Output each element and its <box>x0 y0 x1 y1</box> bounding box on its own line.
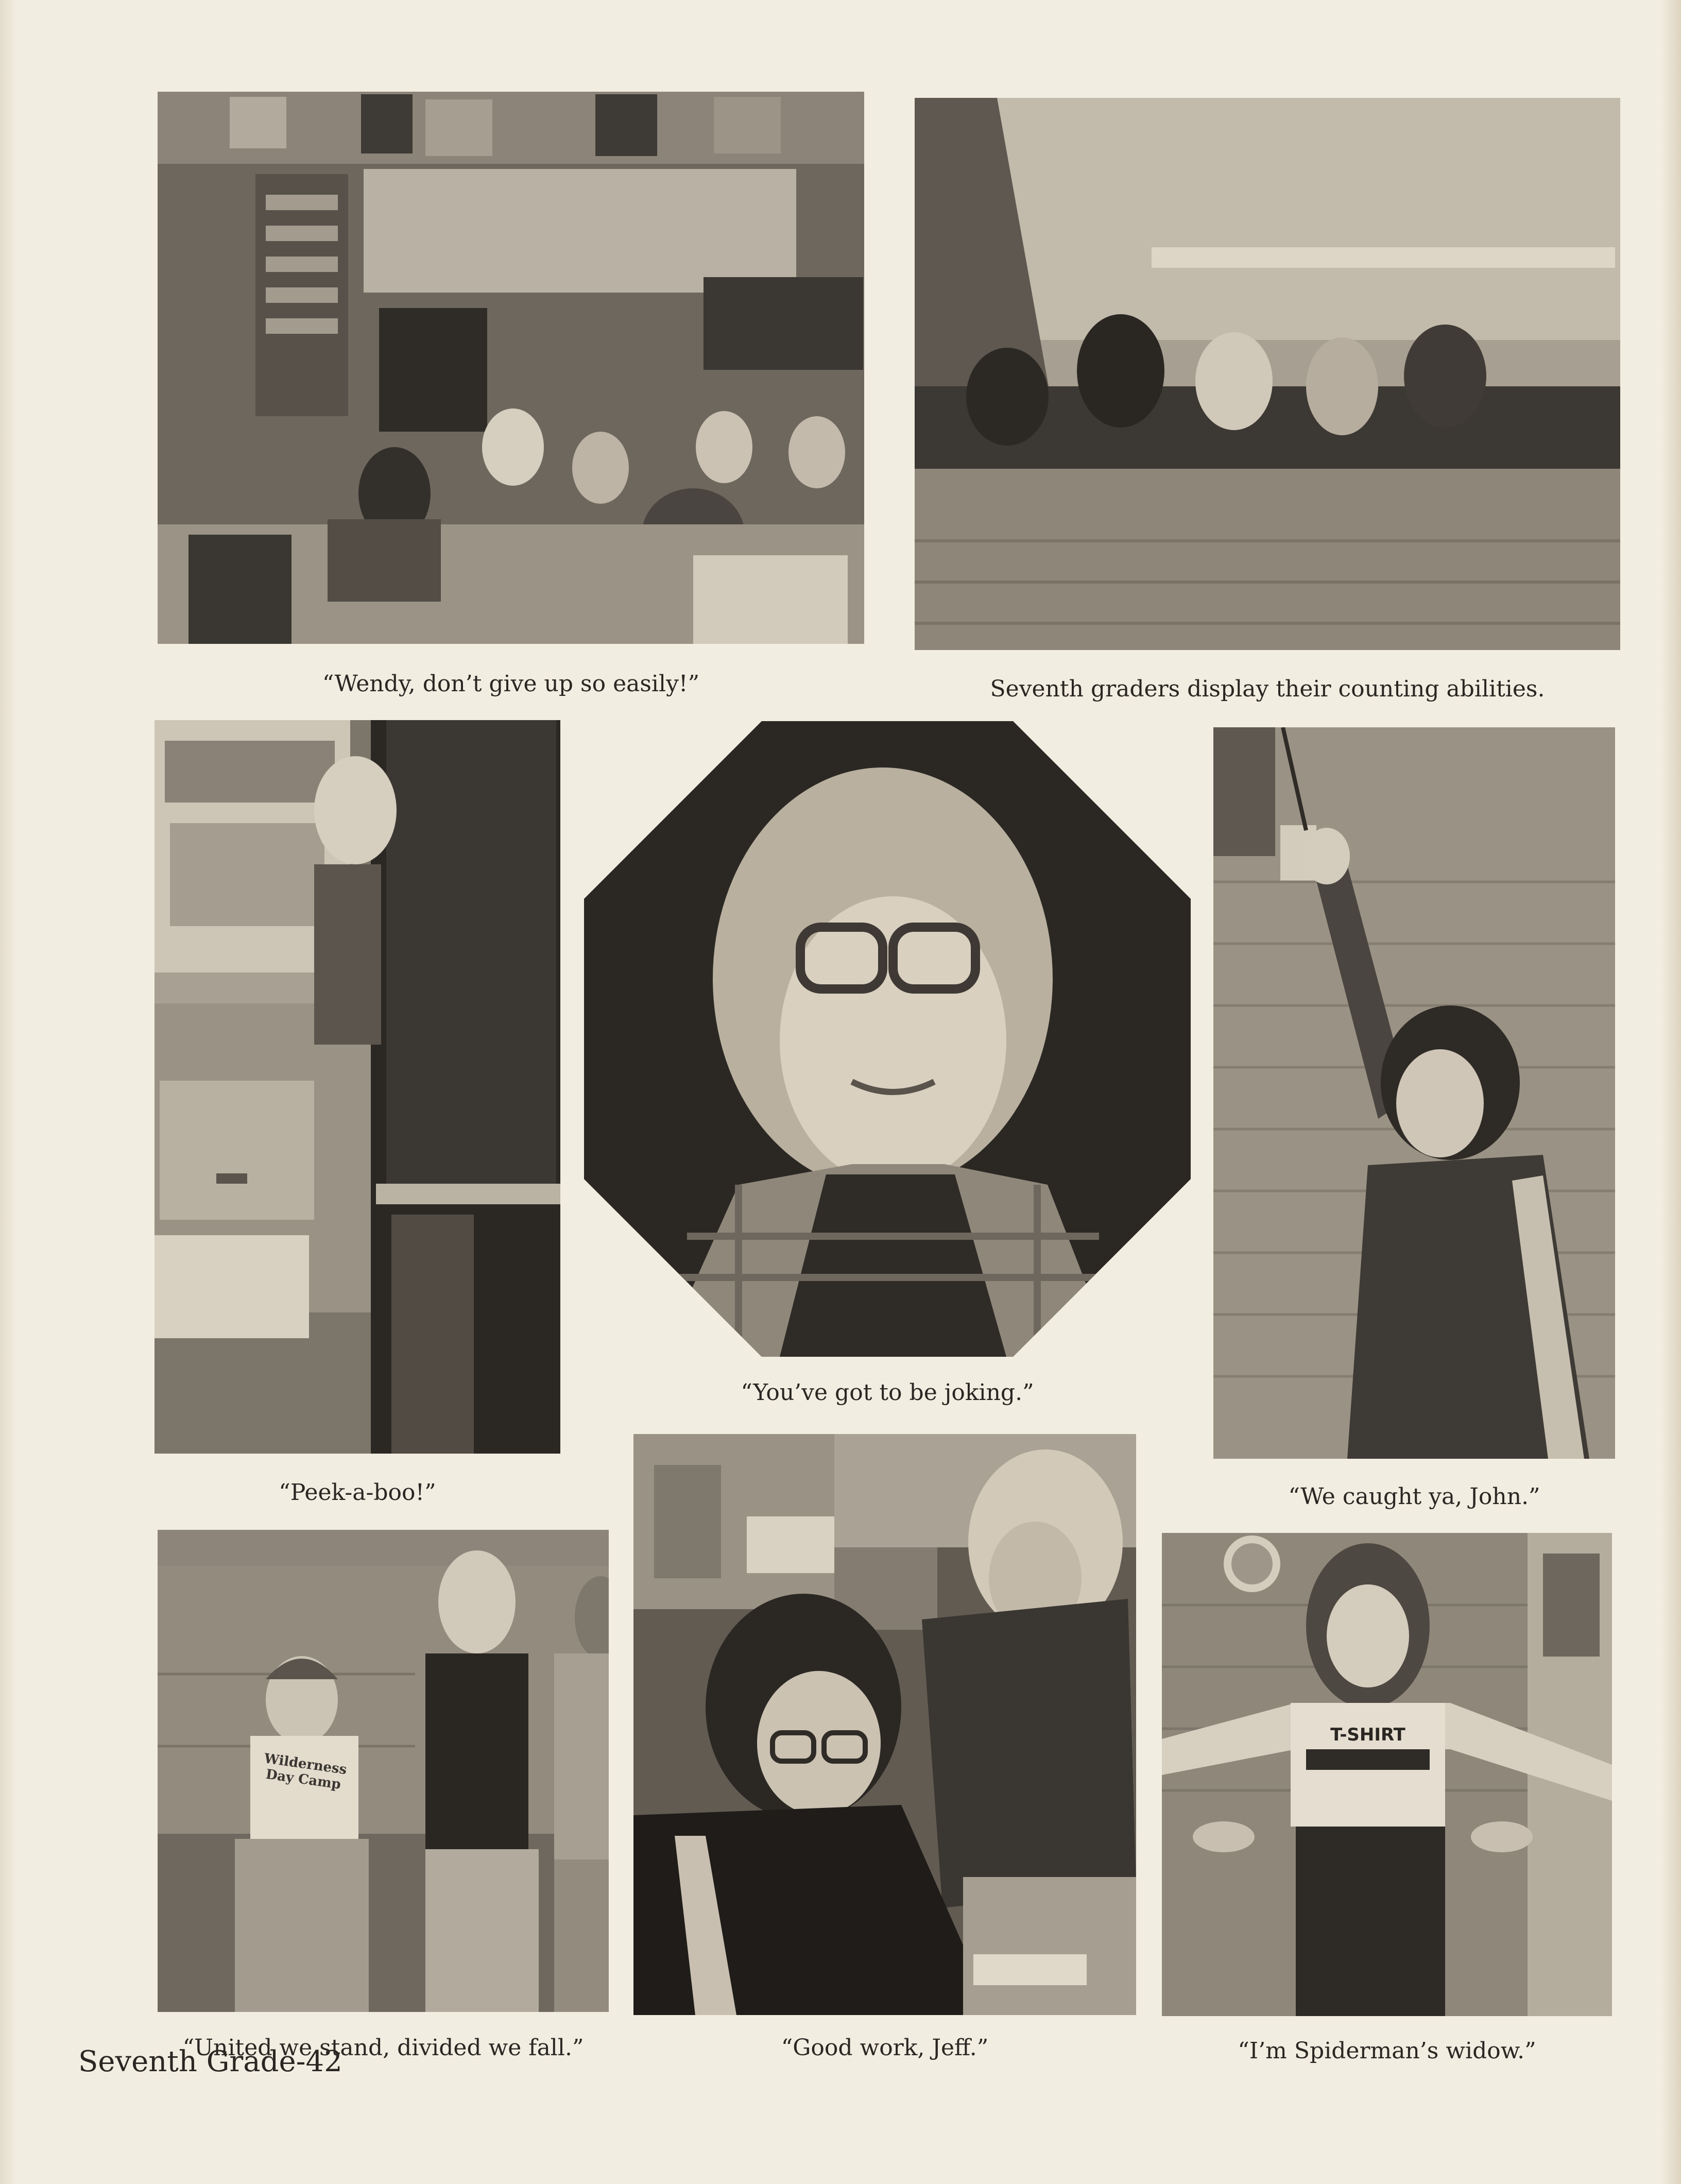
photo-john <box>1213 727 1615 1459</box>
page-right-edge <box>1660 0 1681 2184</box>
photo-peekaboo <box>155 720 560 1454</box>
tshirt-text-wilderness: Wilderness Day Camp <box>263 1751 348 1793</box>
photo-united <box>158 1530 609 2012</box>
photo-classroom <box>158 92 864 644</box>
photo-spiderman <box>1162 1533 1612 2016</box>
caption-peekaboo: “Peek-a-boo!” <box>279 1479 436 1506</box>
photo-goodwork <box>633 1434 1136 2015</box>
photo-counting <box>915 98 1620 650</box>
caption-portrait: “You’ve got to be joking.” <box>741 1379 1034 1406</box>
caption-united: “United we stand, divided we fall.” <box>182 2035 584 2061</box>
caption-john: “We caught ya, John.” <box>1288 1483 1540 1510</box>
photo-portrait <box>584 721 1191 1357</box>
caption-goodwork: “Good work, Jeff.” <box>781 2035 989 2061</box>
caption-spiderman: “I’m Spiderman’s widow.” <box>1238 2038 1536 2064</box>
caption-counting: Seventh graders display their counting abilities. <box>990 676 1545 702</box>
caption-classroom: “Wendy, don’t give up so easily!” <box>322 671 700 697</box>
page-left-edge <box>0 0 16 2184</box>
tshirt-text-spiderman: T-SHIRT <box>1330 1725 1405 1745</box>
page-folio: Seventh Grade-42 <box>78 2045 342 2078</box>
